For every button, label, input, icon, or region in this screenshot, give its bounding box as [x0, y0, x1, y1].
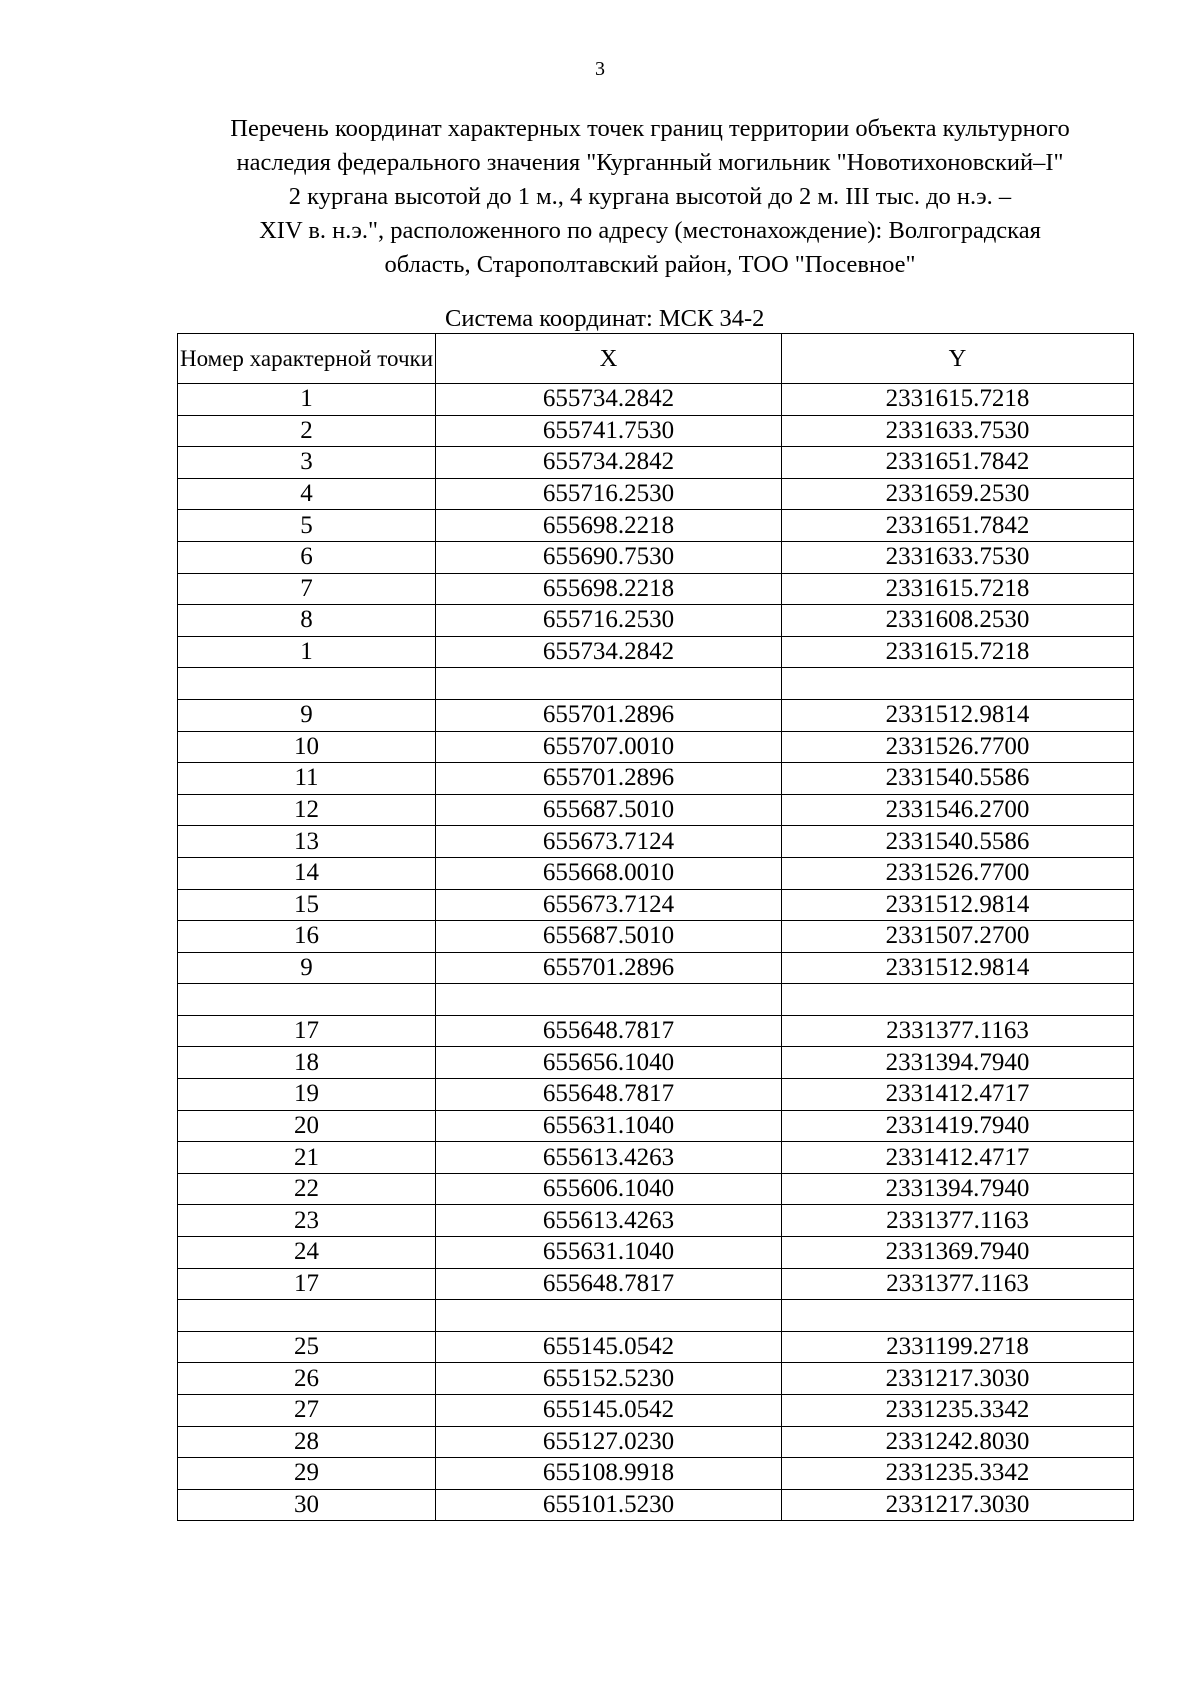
table-row [178, 921, 1134, 953]
cell-y: 2331659.2530 [782, 478, 1134, 510]
cell-point-number: 1 [178, 636, 436, 668]
cell-x: 655673.7124 [436, 826, 782, 858]
coordinate-system-caption: Система координат: МСК 34-2 [445, 305, 765, 332]
table-row [178, 857, 1134, 889]
cell-point-number: 27 [178, 1395, 436, 1427]
table-row-empty [178, 984, 1134, 1016]
cell-y: 2331199.2718 [782, 1331, 1134, 1363]
table-row [178, 1426, 1134, 1458]
cell-point-number: 19 [178, 1079, 436, 1111]
cell-point-number: 17 [178, 1015, 436, 1047]
coordinates-table [177, 333, 1134, 1521]
cell-point-number: 2 [178, 415, 436, 447]
cell-y: 2331394.7940 [782, 1173, 1134, 1205]
document-title [150, 112, 1150, 282]
cell-x [436, 984, 782, 1016]
table-row [178, 794, 1134, 826]
cell-y: 2331242.8030 [782, 1426, 1134, 1458]
cell-point-number: 3 [178, 447, 436, 479]
cell-y [782, 1300, 1134, 1332]
cell-point-number: 10 [178, 731, 436, 763]
cell-x: 655716.2530 [436, 478, 782, 510]
cell-point-number: 25 [178, 1331, 436, 1363]
cell-point-number: 13 [178, 826, 436, 858]
cell-point-number: 29 [178, 1458, 436, 1490]
cell-x: 655108.9918 [436, 1458, 782, 1490]
cell-x: 655690.7530 [436, 541, 782, 573]
cell-point-number: 12 [178, 794, 436, 826]
cell-x: 655613.4263 [436, 1142, 782, 1174]
cell-y: 2331217.3030 [782, 1363, 1134, 1395]
cell-point-number: 5 [178, 510, 436, 542]
cell-y: 2331512.9814 [782, 889, 1134, 921]
cell-point-number [178, 1300, 436, 1332]
table-row [178, 1079, 1134, 1111]
page-number: 3 [595, 58, 605, 80]
cell-y: 2331526.7700 [782, 857, 1134, 889]
title-line: XIV в. н.э.", расположенного по адресу (местонахождение): Волгоградская [259, 217, 1041, 244]
cell-x: 655101.5230 [436, 1489, 782, 1521]
cell-y: 2331633.7530 [782, 541, 1134, 573]
table-row [178, 1047, 1134, 1079]
cell-point-number: 28 [178, 1426, 436, 1458]
cell-x: 655648.7817 [436, 1079, 782, 1111]
cell-y: 2331235.3342 [782, 1395, 1134, 1427]
table-row [178, 1142, 1134, 1174]
cell-y: 2331377.1163 [782, 1268, 1134, 1300]
table-row [178, 1489, 1134, 1521]
cell-y: 2331419.7940 [782, 1110, 1134, 1142]
cell-y: 2331615.7218 [782, 384, 1134, 416]
cell-x: 655668.0010 [436, 857, 782, 889]
cell-y: 2331526.7700 [782, 731, 1134, 763]
cell-point-number: 9 [178, 952, 436, 984]
cell-y: 2331377.1163 [782, 1205, 1134, 1237]
table-row [178, 699, 1134, 731]
cell-x: 655701.2896 [436, 952, 782, 984]
cell-x: 655734.2842 [436, 636, 782, 668]
cell-y: 2331377.1163 [782, 1015, 1134, 1047]
cell-point-number: 15 [178, 889, 436, 921]
cell-point-number: 30 [178, 1489, 436, 1521]
cell-x: 655613.4263 [436, 1205, 782, 1237]
cell-x [436, 1300, 782, 1332]
table-row [178, 415, 1134, 447]
table-row [178, 1268, 1134, 1300]
table-row [178, 1237, 1134, 1269]
table-row [178, 636, 1134, 668]
cell-y: 2331512.9814 [782, 952, 1134, 984]
title-line: Перечень координат характерных точек границ территории объекта культурного [230, 115, 1070, 142]
cell-x: 655741.7530 [436, 415, 782, 447]
table-row [178, 1363, 1134, 1395]
table-row [178, 605, 1134, 637]
title-line: 2 кургана высотой до 1 м., 4 кургана высотой до 2 м. III тыс. до н.э. – [288, 183, 1012, 210]
cell-y: 2331608.2530 [782, 605, 1134, 637]
table-row [178, 1205, 1134, 1237]
cell-point-number: 1 [178, 384, 436, 416]
cell-point-number: 21 [178, 1142, 436, 1174]
cell-x: 655152.5230 [436, 1363, 782, 1395]
cell-x: 655734.2842 [436, 384, 782, 416]
cell-point-number: 20 [178, 1110, 436, 1142]
cell-x: 655648.7817 [436, 1268, 782, 1300]
table-row [178, 1173, 1134, 1205]
table-row [178, 1395, 1134, 1427]
cell-point-number: 9 [178, 699, 436, 731]
cell-x: 655631.1040 [436, 1237, 782, 1269]
cell-y: 2331412.4717 [782, 1142, 1134, 1174]
table-row [178, 889, 1134, 921]
cell-point-number: 22 [178, 1173, 436, 1205]
cell-x: 655631.1040 [436, 1110, 782, 1142]
cell-y: 2331217.3030 [782, 1489, 1134, 1521]
cell-x: 655734.2842 [436, 447, 782, 479]
cell-y: 2331615.7218 [782, 636, 1134, 668]
table-row [178, 1015, 1134, 1047]
cell-y [782, 668, 1134, 700]
cell-y: 2331507.2700 [782, 921, 1134, 953]
table-row [178, 1331, 1134, 1363]
cell-x: 655698.2218 [436, 510, 782, 542]
cell-point-number [178, 984, 436, 1016]
cell-y: 2331633.7530 [782, 415, 1134, 447]
cell-point-number [178, 668, 436, 700]
column-header-point-number: Номер характерной точки [178, 334, 436, 384]
cell-x: 655716.2530 [436, 605, 782, 637]
cell-y: 2331540.5586 [782, 826, 1134, 858]
coordinates-table-body [178, 384, 1134, 1521]
cell-point-number: 14 [178, 857, 436, 889]
cell-y: 2331615.7218 [782, 573, 1134, 605]
cell-x: 655127.0230 [436, 1426, 782, 1458]
cell-point-number: 17 [178, 1268, 436, 1300]
table-row [178, 763, 1134, 795]
cell-point-number: 18 [178, 1047, 436, 1079]
cell-y: 2331235.3342 [782, 1458, 1134, 1490]
cell-y: 2331369.7940 [782, 1237, 1134, 1269]
table-row [178, 952, 1134, 984]
table-row [178, 826, 1134, 858]
table-header-row [178, 334, 1134, 384]
cell-x: 655698.2218 [436, 573, 782, 605]
cell-y: 2331540.5586 [782, 763, 1134, 795]
cell-x: 655648.7817 [436, 1015, 782, 1047]
table-row [178, 384, 1134, 416]
cell-point-number: 11 [178, 763, 436, 795]
cell-x: 655145.0542 [436, 1395, 782, 1427]
table-row [178, 541, 1134, 573]
cell-y: 2331512.9814 [782, 699, 1134, 731]
cell-point-number: 16 [178, 921, 436, 953]
table-row-empty [178, 1300, 1134, 1332]
table-row [178, 573, 1134, 605]
column-header-y: Y [782, 334, 1134, 384]
cell-point-number: 8 [178, 605, 436, 637]
table-row-empty [178, 668, 1134, 700]
table-row [178, 478, 1134, 510]
cell-y: 2331651.7842 [782, 447, 1134, 479]
cell-y: 2331651.7842 [782, 510, 1134, 542]
cell-x: 655656.1040 [436, 1047, 782, 1079]
table-row [178, 510, 1134, 542]
cell-x [436, 668, 782, 700]
cell-y [782, 984, 1134, 1016]
cell-y: 2331546.2700 [782, 794, 1134, 826]
cell-x: 655673.7124 [436, 889, 782, 921]
cell-point-number: 23 [178, 1205, 436, 1237]
title-line: область, Старополтавский район, ТОО "Посевное" [384, 251, 916, 278]
cell-x: 655687.5010 [436, 794, 782, 826]
cell-y: 2331394.7940 [782, 1047, 1134, 1079]
cell-y: 2331412.4717 [782, 1079, 1134, 1111]
table-row [178, 1110, 1134, 1142]
table-row [178, 447, 1134, 479]
cell-x: 655707.0010 [436, 731, 782, 763]
cell-point-number: 24 [178, 1237, 436, 1269]
title-line: наследия федерального значения "Курганный могильник "Новотихоновский–I" [236, 149, 1064, 176]
table-row [178, 731, 1134, 763]
cell-point-number: 26 [178, 1363, 436, 1395]
cell-point-number: 4 [178, 478, 436, 510]
cell-point-number: 7 [178, 573, 436, 605]
column-header-x: X [436, 334, 782, 384]
cell-x: 655606.1040 [436, 1173, 782, 1205]
cell-x: 655145.0542 [436, 1331, 782, 1363]
cell-point-number: 6 [178, 541, 436, 573]
cell-x: 655701.2896 [436, 699, 782, 731]
cell-x: 655687.5010 [436, 921, 782, 953]
table-row [178, 1458, 1134, 1490]
cell-x: 655701.2896 [436, 763, 782, 795]
